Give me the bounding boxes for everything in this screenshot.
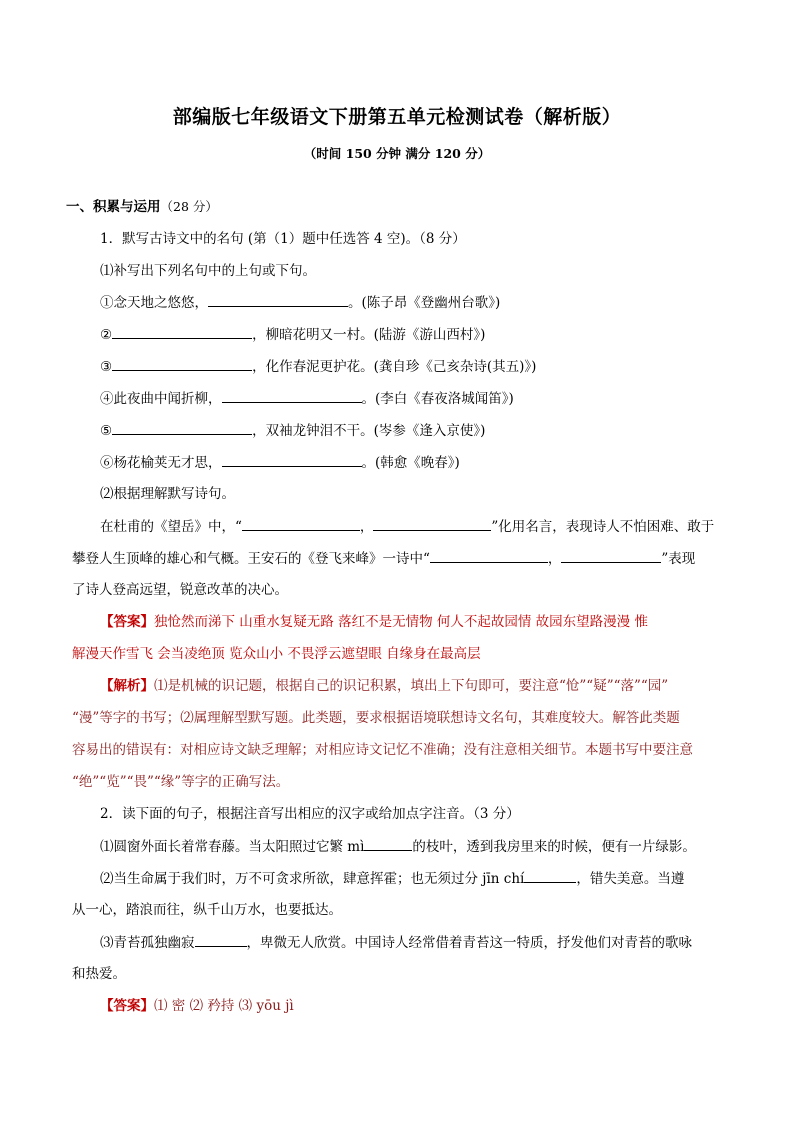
q2-sentence-3	[100, 933, 692, 952]
text-run: ，错失美意。当遵	[576, 871, 685, 887]
q2-answer	[100, 997, 294, 1015]
answer-tag: 【答案】	[100, 998, 154, 1014]
text-run: 在杜甫的《望岳》中，“	[100, 519, 242, 535]
answer-blank[interactable]	[112, 325, 252, 339]
text-run: ，	[547, 551, 562, 567]
q1-part1-instruction: ⑴补写出下列名句中的上句或下句。	[100, 263, 316, 279]
text-run: ⑶青苔孤独幽寂	[100, 935, 195, 951]
q1-part2-line2	[72, 549, 695, 568]
answer-text: 独怆然而涕下 山重水复疑无路 落红不是无情物 何人不起故园情 故园东望路漫漫 惟	[154, 614, 648, 630]
item-prefix: ①念天地之悠悠，	[100, 295, 208, 311]
answer-blank[interactable]	[112, 421, 252, 435]
q2-sentence-3-cont: 和热爱。	[72, 966, 126, 982]
answer-blank[interactable]	[561, 549, 661, 563]
page-subtitle: （时间 150 分钟 满分 120 分）	[303, 146, 491, 161]
section-score: （28 分）	[160, 199, 218, 214]
analysis-tag: 【解析】	[100, 678, 154, 694]
item-suffix: ，双袖龙钟泪不干。(岑参《逢入京使》)	[252, 423, 486, 439]
q1-analysis-line1	[100, 677, 668, 695]
answer-blank[interactable]	[364, 837, 412, 851]
section-heading	[66, 198, 218, 216]
q2-sentence-2-cont: 从一心，踏浪而往，纵千山万水，也要抵达。	[72, 902, 342, 918]
text-run: ”化用名言，表现诗人不怕困难、敢于	[491, 519, 715, 535]
q1-answer-line2: 解漫天作雪飞 会当凌绝顶 览众山小 不畏浮云遮望眼 自缘身在最高层	[72, 646, 481, 662]
item-prefix: ⑥杨花榆荚无才思，	[100, 455, 222, 471]
q1-answer-line1	[100, 613, 648, 631]
item-suffix: 。(陈子昂《登幽州台歌》)	[348, 295, 501, 311]
answer-tag: 【答案】	[100, 614, 154, 630]
item-suffix: ，柳暗花明又一村。(陆游《游山西村》)	[252, 327, 486, 343]
q1-part2-line3: 了诗人登高远望，锐意改革的决心。	[72, 582, 288, 598]
text-run: ⑵当生命属于我们时，万不可贪求所欲，肆意挥霍；也无须过分 jīn chí	[100, 871, 525, 887]
q1-part2-line1	[100, 517, 714, 536]
item-suffix: 。(李白《春夜洛城闻笛》)	[361, 391, 514, 407]
item-suffix: ，化作春泥更护花。(龚自珍《己亥杂诗(其五)》)	[252, 359, 537, 375]
q1-analysis-line3: 容易出的错误有：对相应诗文缺乏理解；对相应诗文记忆不准确；没有注意相关细节。本题书写中要注意	[72, 742, 693, 758]
q1-analysis-line2: “漫”等字的书写；⑵属理解型默写题。此类题，要求根据语境联想诗文名句，其难度较大。解答此类题	[72, 710, 680, 726]
answer-blank[interactable]	[373, 517, 491, 531]
answer-blank[interactable]	[222, 389, 362, 403]
answer-text: ⑴ 密 ⑵ 矜持 ⑶ yōu jì	[154, 998, 294, 1014]
text-run: ⑴圆窗外面长着常春藤。当太阳照过它繁 mì	[100, 839, 365, 855]
text-run: 攀登人生顶峰的雄心和气概。王安石的《登飞来峰》一诗中“	[72, 551, 430, 567]
answer-blank[interactable]	[195, 933, 247, 947]
item-suffix: 。(韩愈《晚春》)	[361, 455, 460, 471]
text-run: 的枝叶，透到我房里来的时候，便有一片绿影。	[412, 839, 696, 855]
item-prefix: ④此夜曲中闻折柳，	[100, 391, 222, 407]
answer-blank[interactable]	[208, 293, 348, 307]
q2-sentence-2	[100, 869, 684, 888]
item-prefix: ③	[100, 359, 113, 375]
text-run: ，	[359, 519, 374, 535]
q1-item-5	[100, 421, 485, 440]
text-run: ，卑微无人欣赏。中国诗人经常借着青苔这一特质，抒发他们对青苔的歌咏	[246, 935, 692, 951]
q1-stem: 1．默写古诗文中的名句 (第（1）题中任选答 4 空)。（8 分）	[100, 231, 466, 247]
q1-item-6	[100, 453, 460, 472]
item-prefix: ②	[100, 327, 113, 343]
answer-blank[interactable]	[242, 517, 360, 531]
q1-analysis-line4: “绝”“览”“畏”“缘”等字的正确写法。	[72, 774, 290, 790]
q1-item-4	[100, 389, 514, 408]
answer-blank[interactable]	[112, 357, 252, 371]
q1-item-2	[100, 325, 485, 344]
answer-blank[interactable]	[222, 453, 362, 467]
text-run: ”表现	[661, 551, 696, 567]
q1-item-1	[100, 293, 500, 312]
page-title: 部编版七年级语文下册第五单元检测试卷（解析版）	[172, 106, 622, 128]
answer-blank[interactable]	[430, 549, 548, 563]
q2-stem: 2．读下面的句子，根据注音写出相应的汉字或给加点字注音。（3 分）	[100, 806, 520, 822]
answer-blank[interactable]	[524, 869, 576, 883]
section-title: 一、积累与运用	[66, 199, 161, 215]
q2-sentence-1	[100, 837, 696, 856]
analysis-text: ⑴是机械的识记题，根据自己的识记积累，填出上下句即可，要注意“怆”“疑”“落”“园”	[154, 678, 669, 694]
item-prefix: ⑤	[100, 423, 113, 439]
q1-part2-instruction: ⑵根据理解默写诗句。	[100, 486, 235, 502]
q1-item-3	[100, 357, 536, 376]
